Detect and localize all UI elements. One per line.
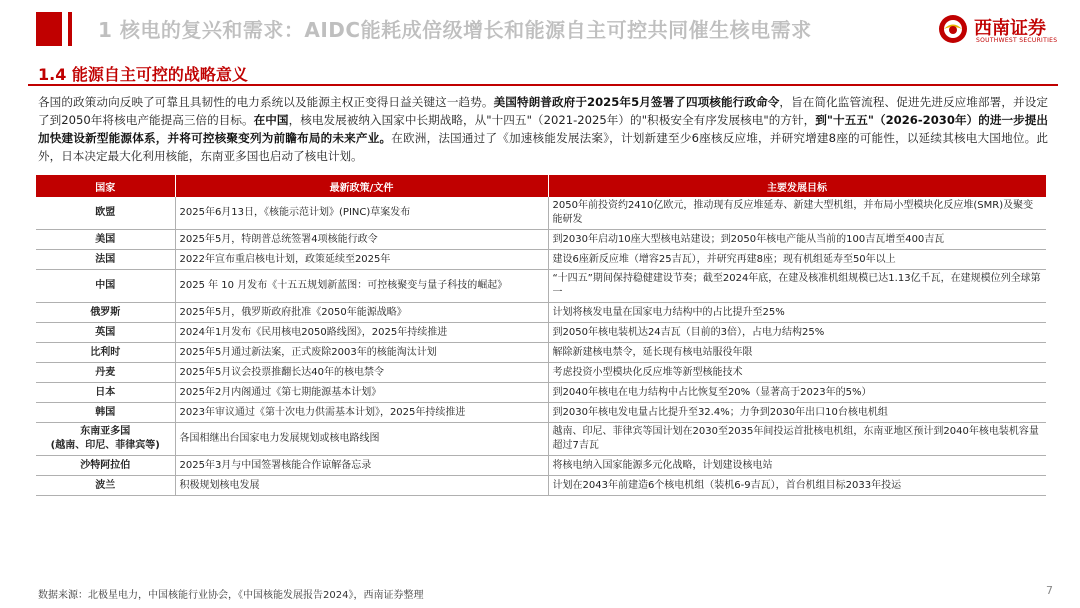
- column-header-country: 国家: [36, 175, 175, 197]
- table-cell-country: 欧盟: [36, 197, 175, 230]
- table-cell-country: 法国: [36, 250, 175, 270]
- logo-text: 西南证券: [974, 18, 1046, 39]
- table-cell-policy: 2025年5月，俄罗斯政府批准《2050年能源战略》: [175, 303, 548, 323]
- table-row: [36, 403, 1046, 423]
- table-cell-policy: 2025年3月与中国签署核能合作谅解备忘录: [175, 456, 548, 476]
- chapter-title: 1 核电的复兴和需求：AIDC能耗成倍级增长和能源自主可控共同催生核电需求: [98, 18, 812, 42]
- section-title: 1.4 能源自主可控的战略意义: [38, 65, 248, 84]
- intro-paragraph: [38, 93, 1048, 165]
- table-row: [36, 423, 1046, 456]
- table-cell-goal: 到2030年核电发电量占比提升至32.4%；力争到2030年出口10台核电机组: [548, 403, 1046, 423]
- table-cell-country: 波兰: [36, 476, 175, 496]
- table-row: [36, 456, 1046, 476]
- intro-text-1: 各国的政策动向反映了可靠且具韧性的电力系统以及能源主权正变得日益关键这一趋势。: [38, 95, 494, 109]
- table-row: [36, 383, 1046, 403]
- column-header-goal: 主要发展目标: [548, 175, 1046, 197]
- table-cell-policy: 2025年5月通过新法案，正式废除2003年的核能淘汰计划: [175, 343, 548, 363]
- table-row: [36, 230, 1046, 250]
- intro-text-2: ，旨在简化监管流程、促进先进反应堆部署，并设定了到2050年将核电产能提高三倍的目标。: [38, 95, 1048, 127]
- table-cell-policy: 2024年1月发布《民用核电2050路线图》，2025年持续推进: [175, 323, 548, 343]
- table-header-row: [36, 175, 1046, 197]
- logo-mark-icon: [938, 14, 968, 44]
- table-row: [36, 363, 1046, 383]
- table-cell-goal: 将核电纳入国家能源多元化战略，计划建设核电站: [548, 456, 1046, 476]
- table-cell-policy: 各国相继出台国家电力发展规划或核电路线图: [175, 423, 548, 456]
- table-cell-goal: 解除新建核电禁令，延长现有核电站服役年限: [548, 343, 1046, 363]
- table-cell-country: 美国: [36, 230, 175, 250]
- table-row: [36, 250, 1046, 270]
- table-cell-policy: 2025年6月13日，《核能示范计划》(PINC)草案发布: [175, 197, 548, 230]
- table-cell-goal: 2050年前投资约2410亿欧元，推动现有反应堆延寿、新建大型机组，并布局小型模块化反应堆(SMR)及聚变能研发: [548, 197, 1046, 230]
- table-body: [36, 197, 1046, 496]
- table-row: [36, 476, 1046, 496]
- table-cell-policy: 2025年5月议会投票推翻长达40年的核电禁令: [175, 363, 548, 383]
- table-row: [36, 343, 1046, 363]
- policy-table: [36, 175, 1047, 496]
- table-cell-country: 中国: [36, 270, 175, 303]
- intro-text-4: 在欧洲，法国通过了《加速核能发展法案》，计划新建至少6座核反应堆，并研究增建8座的可能性，以延续其核电大国地位。此外，日本决定最大化利用核能，东南亚多国也启动了核电计划。: [38, 131, 1048, 163]
- table-cell-policy: 2025年2月内阁通过《第七期能源基本计划》: [175, 383, 548, 403]
- table-cell-policy: 2025 年 10 月发布《十五五规划新蓝图：可控核聚变与量子科技的崛起》: [175, 270, 548, 303]
- table-cell-country: 日本: [36, 383, 175, 403]
- table-cell-goal: 到2040年核电在电力结构中占比恢复至20%（显著高于2023年的5%）: [548, 383, 1046, 403]
- table-cell-policy: 2025年5月，特朗普总统签署4项核能行政令: [175, 230, 548, 250]
- table-cell-goal: 到2030年启动10座大型核电站建设；到2050年核电产能从当前的100吉瓦增至400吉瓦: [548, 230, 1046, 250]
- header-accent-block: [36, 12, 62, 46]
- logo-subtext: SOUTHWEST SECURITIES: [976, 37, 1058, 44]
- table-row: [36, 270, 1046, 303]
- intro-text-3: ，核电发展被纳入国家中长期战略，从"十四五"（2021-2025年）的"积极安全有序发展核电"的方针，: [288, 113, 816, 127]
- table-cell-policy: 2023年审议通过《第十次电力供需基本计划》，2025年持续推进: [175, 403, 548, 423]
- data-source-note: 数据来源：北极星电力，中国核能行业协会，《中国核能发展报告2024》，西南证券整理: [38, 590, 424, 601]
- table-cell-country: 沙特阿拉伯: [36, 456, 175, 476]
- table-cell-goal: 越南、印尼、菲律宾等国计划在2030至2035年间投运首批核电机组，东南亚地区预计到2040年核电装机容量超过7吉瓦: [548, 423, 1046, 456]
- intro-bold-1: 美国特朗普政府于2025年5月签署了四项核能行政命令: [493, 95, 780, 109]
- table-cell-country: 韩国: [36, 403, 175, 423]
- table-cell-country: 东南亚多国 (越南、印尼、菲律宾等): [36, 423, 175, 456]
- table-row: [36, 323, 1046, 343]
- table-cell-policy: 2022年宣布重启核电计划，政策延续至2025年: [175, 250, 548, 270]
- table-cell-goal: “十四五”期间保持稳健建设节奏；截至2024年底，在建及核准机组规模已达1.13亿千瓦，在建规模位列全球第一: [548, 270, 1046, 303]
- intro-bold-3: 到"十五五"（2026-2030年）的进一步提出加快建设新型能源体系，并将可控核聚变列为前瞻布局的未来产业。: [38, 113, 1048, 145]
- table-cell-goal: 建设6座新反应堆（增容25吉瓦），并研究再建8座；现有机组延寿至50年以上: [548, 250, 1046, 270]
- table-cell-country: 丹麦: [36, 363, 175, 383]
- top-bar: [0, 0, 1080, 58]
- table-row: [36, 303, 1046, 323]
- header-accent-line: [68, 12, 72, 46]
- table-cell-goal: 计划将核发电量在国家电力结构中的占比提升至25%: [548, 303, 1046, 323]
- column-header-policy: 最新政策/文件: [175, 175, 548, 197]
- page-number: 7: [1046, 584, 1053, 597]
- table-cell-goal: 到2050年核电装机达24吉瓦（目前的3倍），占电力结构25%: [548, 323, 1046, 343]
- table-cell-goal: 考虑投资小型模块化反应堆等新型核能技术: [548, 363, 1046, 383]
- company-logo: [938, 10, 1068, 50]
- intro-bold-2: 在中国: [253, 113, 289, 127]
- table-cell-country: 俄罗斯: [36, 303, 175, 323]
- table-cell-goal: 计划在2043年前建造6个核电机组（装机6-9吉瓦），首台机组目标2033年投运: [548, 476, 1046, 496]
- table-cell-country: 比利时: [36, 343, 175, 363]
- table-row: [36, 197, 1046, 230]
- section-divider: [28, 84, 1058, 86]
- table-cell-policy: 积极规划核电发展: [175, 476, 548, 496]
- table-cell-country: 英国: [36, 323, 175, 343]
